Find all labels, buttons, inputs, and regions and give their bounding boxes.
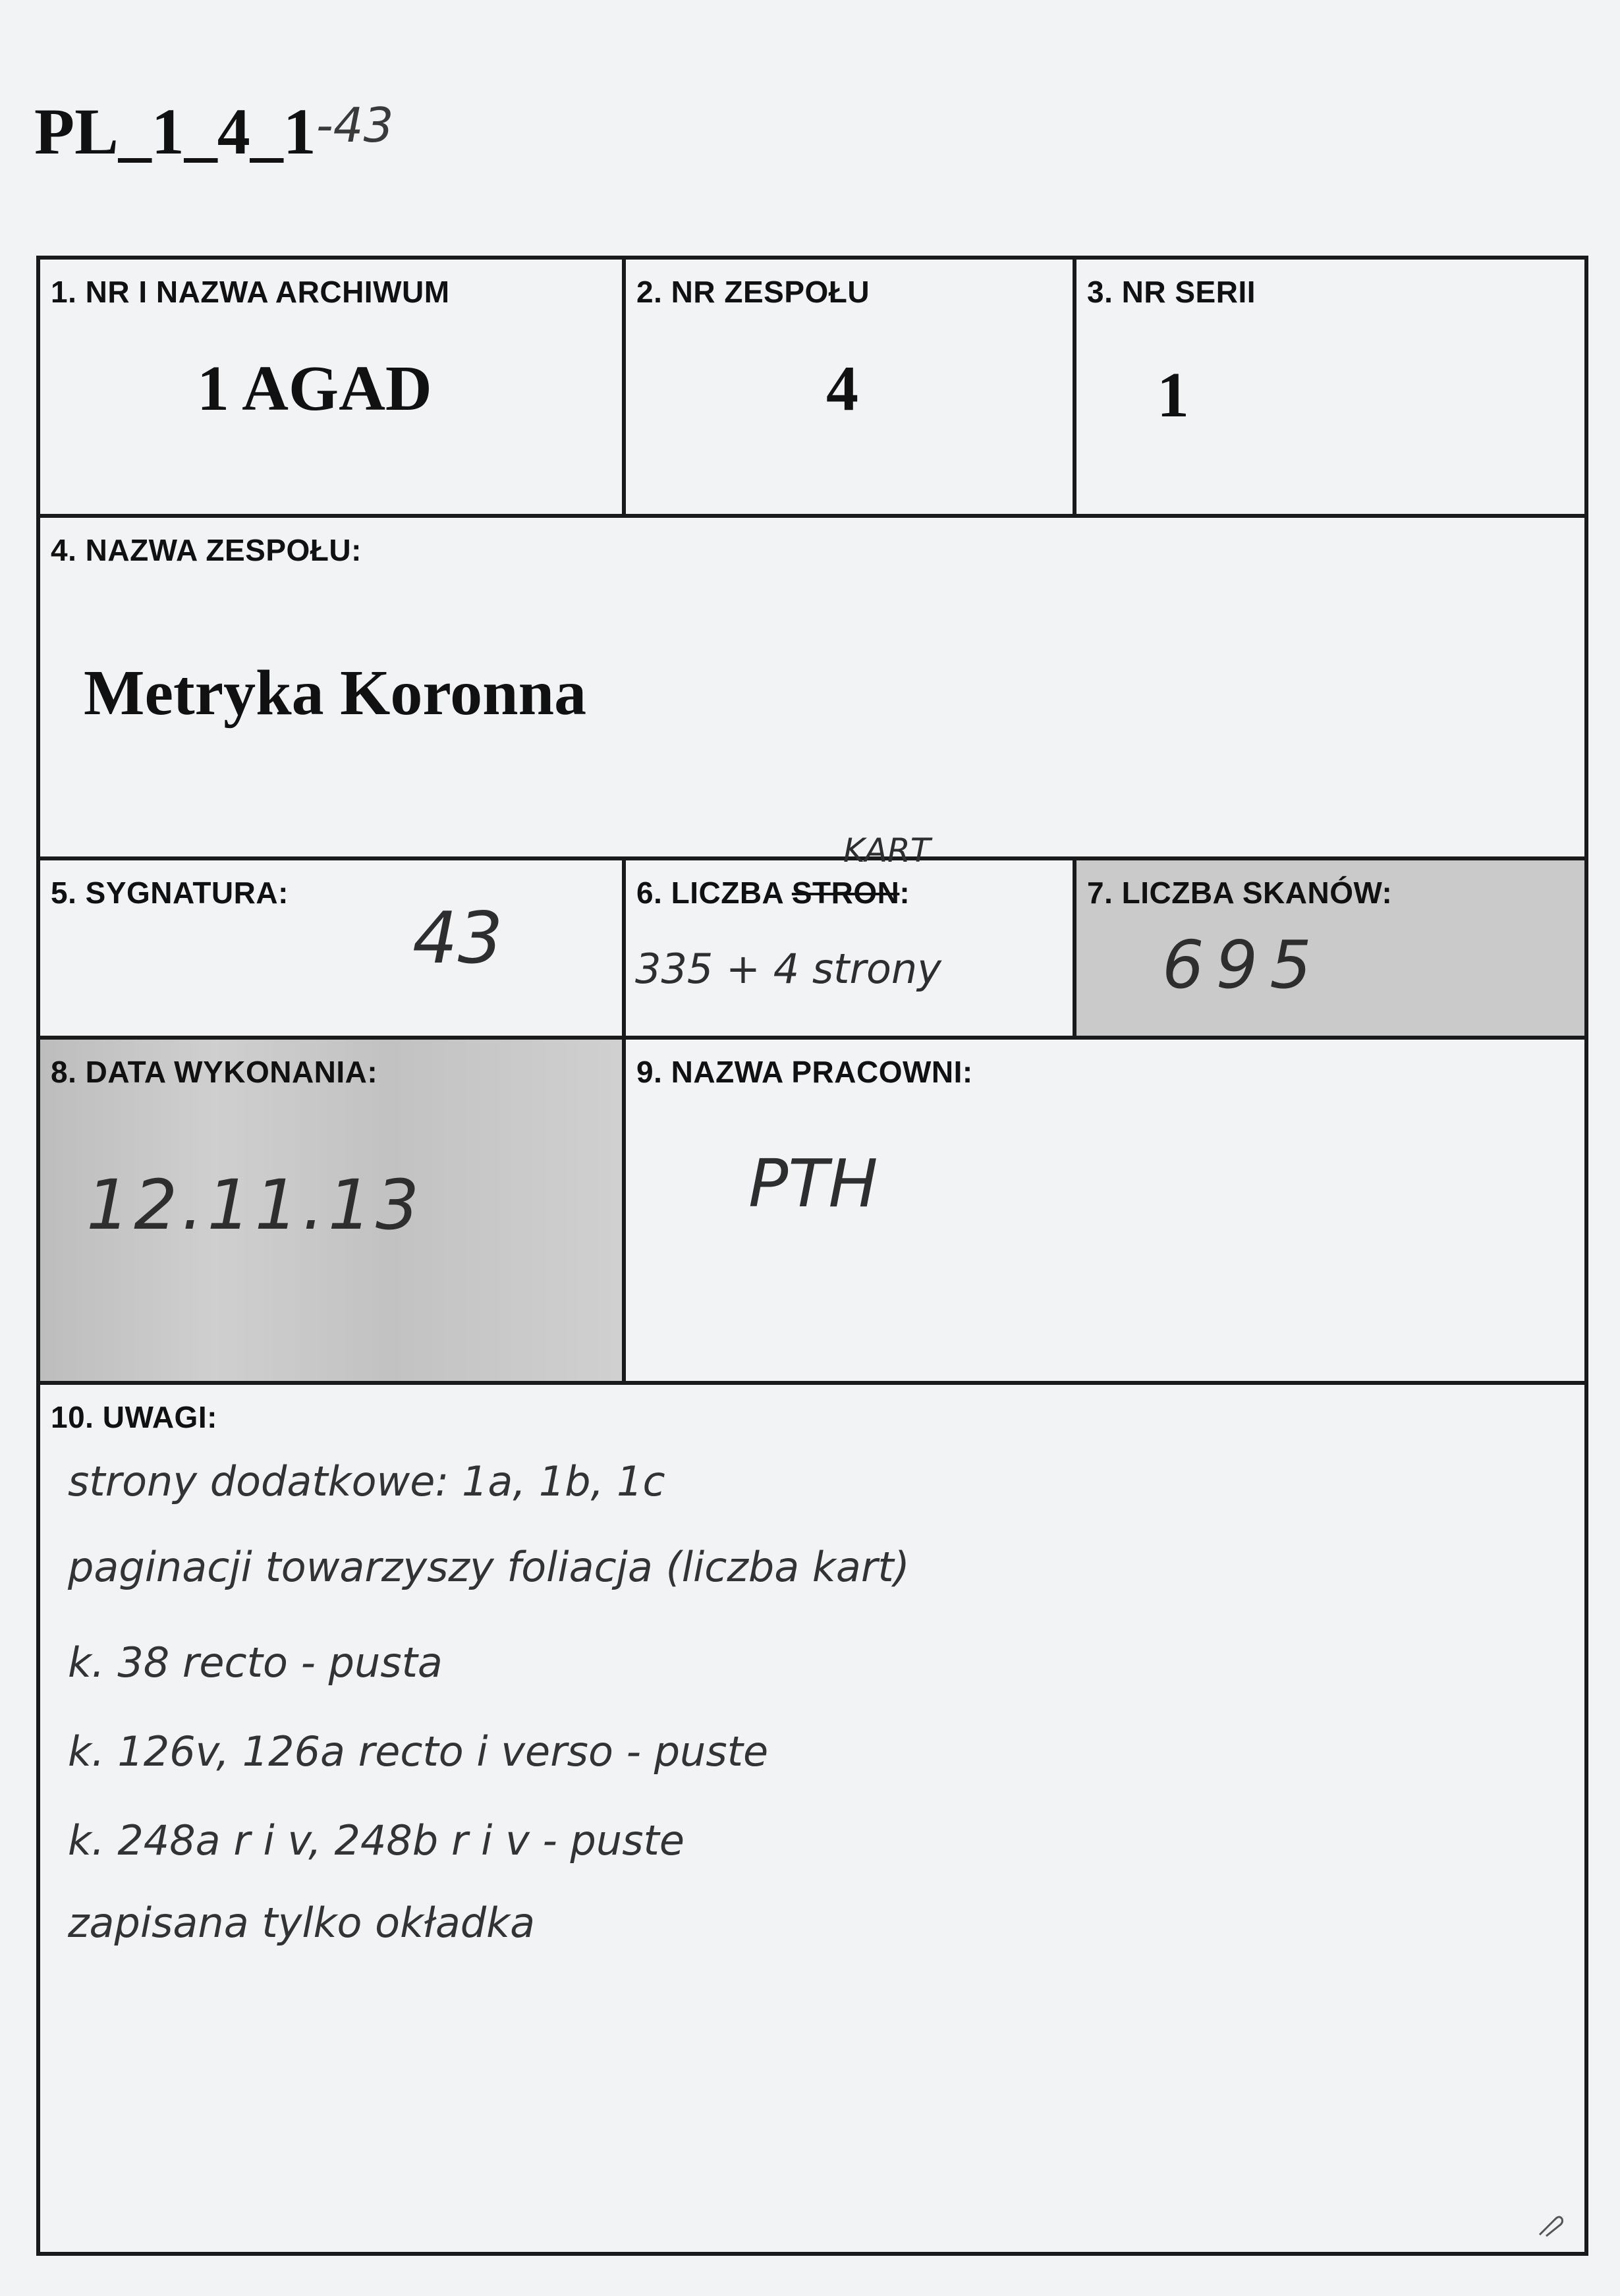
paperclip-mark-icon [1536,2210,1565,2239]
fond-number-cell [626,260,1076,518]
page-count-correction: KART [843,831,931,870]
notes-line: zapisana tylko okładka [68,1899,536,1947]
fond-name-label: 4. NAZWA ZESPOŁU: [51,533,362,567]
notes-line: k. 248a r i v, 248b r i v - puste [68,1816,684,1864]
date-value: 12.11.13 [86,1165,424,1245]
fond-number-value: 4 [826,353,858,424]
fond-name-cell [40,518,1584,860]
signature-label: 5. SYGNATURA: [51,876,289,910]
series-number-value: 1 [1157,360,1189,431]
notes-line: paginacji towarzyszy foliacja (liczba kart) [68,1543,910,1591]
page-count-label-struck: STRON [791,876,900,910]
date-label: 8. DATA WYKONANIA: [51,1055,378,1089]
metadata-form [36,256,1588,2256]
workshop-cell [626,1040,1584,1385]
fond-name-value: Metryka Koronna [84,658,587,729]
date-cell [40,1040,626,1385]
notes-line: k. 38 recto - pusta [68,1638,443,1687]
notes-line: strony dodatkowe: 1a, 1b, 1c [68,1457,665,1505]
page-count-label-prefix: 6. LICZBA [636,876,792,910]
page-count-label [636,875,910,910]
notes-line: k. 126v, 126a recto i verso - puste [68,1727,769,1776]
fond-number-label: 2. NR ZESPOŁU [636,275,870,309]
notes-label: 10. UWAGI: [51,1400,217,1434]
document-identifier [34,95,394,168]
archive-label: 1. NR I NAZWA ARCHIWUM [51,275,450,309]
signature-cell [40,860,626,1040]
archive-cell [40,260,626,518]
scan-count-cell [1076,860,1584,1040]
page-count-label-suffix: : [899,876,910,910]
scan-count-label: 7. LICZBA SKANÓW: [1087,876,1393,910]
page-count-value: 335 + 4 strony [635,945,941,993]
page-count-cell [626,831,1076,1040]
archive-value: 1 AGAD [197,353,432,424]
workshop-value: PTH [748,1145,878,1222]
scan-count-value: 695 [1162,926,1324,1003]
document-id-printed: PL_1_4_1 [34,95,316,168]
series-number-cell [1076,260,1584,518]
notes-cell [40,1385,1584,2252]
series-number-label: 3. NR SERII [1087,275,1256,309]
signature-value: 43 [412,897,503,980]
document-id-handwritten: -43 [316,98,394,153]
workshop-label: 9. NAZWA PRACOWNI: [636,1055,973,1089]
